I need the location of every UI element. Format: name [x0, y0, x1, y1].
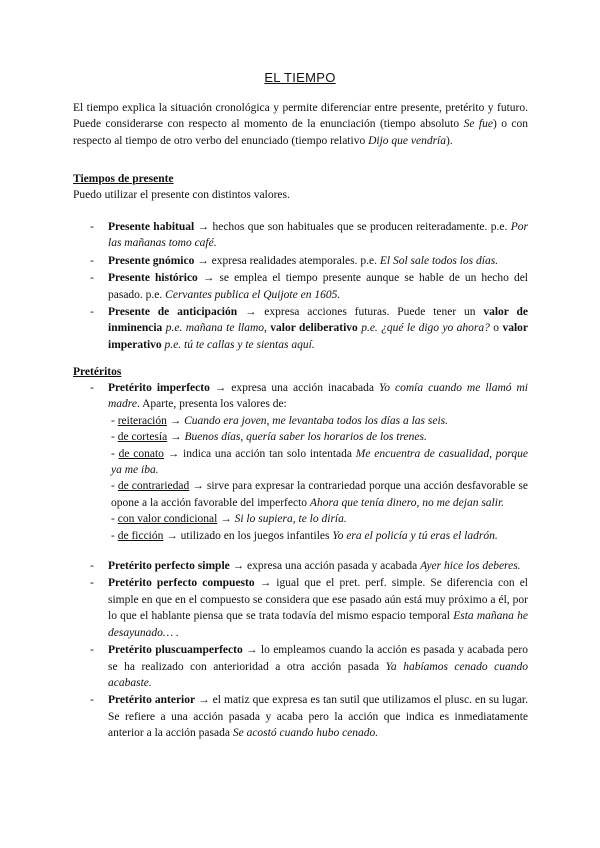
imperfecto-value-reiteracion: - reiteración → Cuando era joven, me levantaba todos los días a las seis. — [111, 414, 448, 427]
italic-example: Cervantes publica el Quijote en 1605. — [165, 288, 341, 301]
italic-example: p.e. tú te callas y te sientas aquí. — [164, 338, 315, 351]
bold-term: valor imperativo — [108, 322, 529, 351]
list-item-presente-gnomico: - Presente gnómico → expresa realidades atemporales. p.e. El Sol sale todos los días. — [73, 253, 528, 269]
bold-term: Pretérito perfecto simple — [108, 560, 230, 573]
italic-example: Ya habíamos cenado cuando acabaste. — [108, 660, 528, 689]
italic-example: Ayer hice los deberes. — [420, 560, 521, 573]
presente-list — [73, 219, 528, 354]
italic-example: El Sol sale todos los días. — [379, 254, 499, 267]
page-title: EL TIEMPO — [264, 70, 336, 85]
bold-term: Presente histórico — [108, 272, 198, 285]
italic-example: Esta mañana he desayunado… . — [108, 610, 528, 639]
section-heading-preteritos: Pretéritos — [73, 366, 122, 378]
list-item-preterito-pluscuamperfecto: - Pretérito pluscuamperfecto → lo empleamos cuando la acción es pasada y acabada pero se ha realizado con anterioridad a otra acción pasada Ya habíamos cenado cuando acabaste. — [73, 642, 528, 691]
italic-example: Dijo que vendría — [368, 134, 447, 147]
underlined-term: con valor condicional — [117, 513, 218, 526]
italic-example: p.e. mañana te llamo — [165, 322, 265, 335]
bold-term: Presente de anticipación — [108, 306, 238, 319]
section-heading-presente: Tiempos de presente — [73, 173, 174, 185]
list-item-presente-habitual: - Presente habitual → hechos que son habituales que se producen reiteradamente. p.e. Por las mañanas tomo café. — [73, 219, 528, 252]
bold-term: Pretérito pluscuamperfecto — [108, 644, 243, 657]
imperfecto-value-condicional: - con valor condicional → Si lo supiera, te lo diría. — [111, 513, 347, 526]
imperfecto-value-contrariedad: - de contrariedad → sirve para expresar la contrariedad porque una acción desfavorable se opone a la acción favorable del imperfecto Ahora que tenía dinero, no me dejan salir. — [111, 480, 528, 509]
bold-term: Presente habitual — [108, 221, 195, 233]
imperfecto-value-ficcion: - de ficción → utilizado en los juegos infantiles Yo era el policía y tú eras el ladrón. — [111, 529, 498, 542]
bold-term: valor de inminencia — [108, 306, 528, 335]
imperfecto-value-cortesia: - de cortesía → Buenos días, quería saber los horarios de los trenes. — [111, 431, 427, 444]
bold-term: Presente gnómico — [108, 254, 195, 267]
imperfecto-value-conato: - de conato → indica una acción tan solo intentada Me encuentra de casualidad, porque ya me iba. — [111, 447, 528, 477]
underlined-term: reiteración — [117, 414, 167, 427]
italic-example: Ahora que tenía dinero, no me dejan salir. — [309, 496, 505, 509]
list-item-preterito-perfecto-simple: - Pretérito perfecto simple → expresa una acción pasada y acabada Ayer hice los deberes. — [73, 558, 528, 574]
italic-example: Me encuentra de casualidad, porque ya me iba. — [111, 447, 528, 477]
list-item-presente-historico: - Presente histórico → se emplea el tiempo presente aunque se hable de un hecho del pasado. p.e. Cervantes publica el Quijote en 1605. — [73, 270, 528, 303]
italic-example: Cuando era joven, me levantaba todos los días a las seis. — [184, 414, 448, 427]
bold-term: Pretérito imperfecto — [108, 382, 210, 394]
italic-example: Buenos días, quería saber los horarios de los trenes. — [184, 431, 427, 444]
underlined-term: de conato — [118, 447, 164, 460]
italic-example: Yo comía cuando me llamó mi madre — [108, 382, 529, 411]
bold-term: Pretérito anterior — [108, 694, 196, 707]
underlined-term: de cortesía — [117, 431, 168, 444]
intro-paragraph: El tiempo explica la situación cronológica y permite diferenciar entre presente, pretérito y futuro. Puede considerarse con respecto al momento de la enunciación (tiempo absoluto Se fue) o con respecto al tiempo de otro verbo del enunciado (tiempo relativo Dijo que vendría). — [73, 102, 529, 147]
italic-example: Si lo supiera, te lo diría. — [234, 513, 347, 526]
italic-example: p.e. ¿qué le digo yo ahora? — [361, 322, 490, 335]
bold-term: valor deliberativo — [270, 322, 358, 335]
preteritos-list — [73, 380, 528, 743]
list-item-preterito-imperfecto — [73, 380, 528, 544]
underlined-term: de contrariedad — [117, 480, 190, 493]
italic-example: Se fue — [463, 118, 493, 131]
italic-example: Yo era el policía y tú eras el ladrón. — [332, 529, 498, 542]
presente-lead: Puedo utilizar el presente con distintos valores. — [73, 189, 290, 201]
underlined-term: de ficción — [117, 529, 164, 542]
list-item-presente-anticipacion: - Presente de anticipación → expresa acciones futuras. Puede tener un valor de inminencia p.e. mañana te llamo, valor deliberativo p.e. ¿qué le digo yo ahora? o valor imperativo p.e. tú te callas y te sientas aquí. — [73, 304, 528, 353]
italic-example: Se acostó cuando hubo cenado. — [232, 727, 379, 740]
list-item-preterito-anterior: - Pretérito anterior → el matiz que expresa es tan sutil que utilizamos el plusc. en su lugar. Se refiere a una acción pasada y acaba pero la acción que indica es inmediatamente anterior a la acción pasada Se acostó cuando hubo cenado. — [73, 692, 528, 741]
italic-example: Por las mañanas tomo café. — [108, 221, 528, 250]
imperfecto-intro: Pretérito imperfecto → expresa una acción inacabada Yo comía cuando me llamó mi madre. Aparte, presenta los valores de: — [108, 382, 529, 411]
list-item-preterito-perfecto-compuesto: - Pretérito perfecto compuesto → igual que el pret. perf. simple. Se diferencia con el simple en que en el compuesto se considera que ese pasado aún está muy próximo a él, por lo que el hablante piensa que se trata todavía del mismo espacio temporal Esta mañana he desayunado… . — [73, 575, 528, 641]
bold-term: Pretérito perfecto compuesto — [108, 577, 255, 590]
